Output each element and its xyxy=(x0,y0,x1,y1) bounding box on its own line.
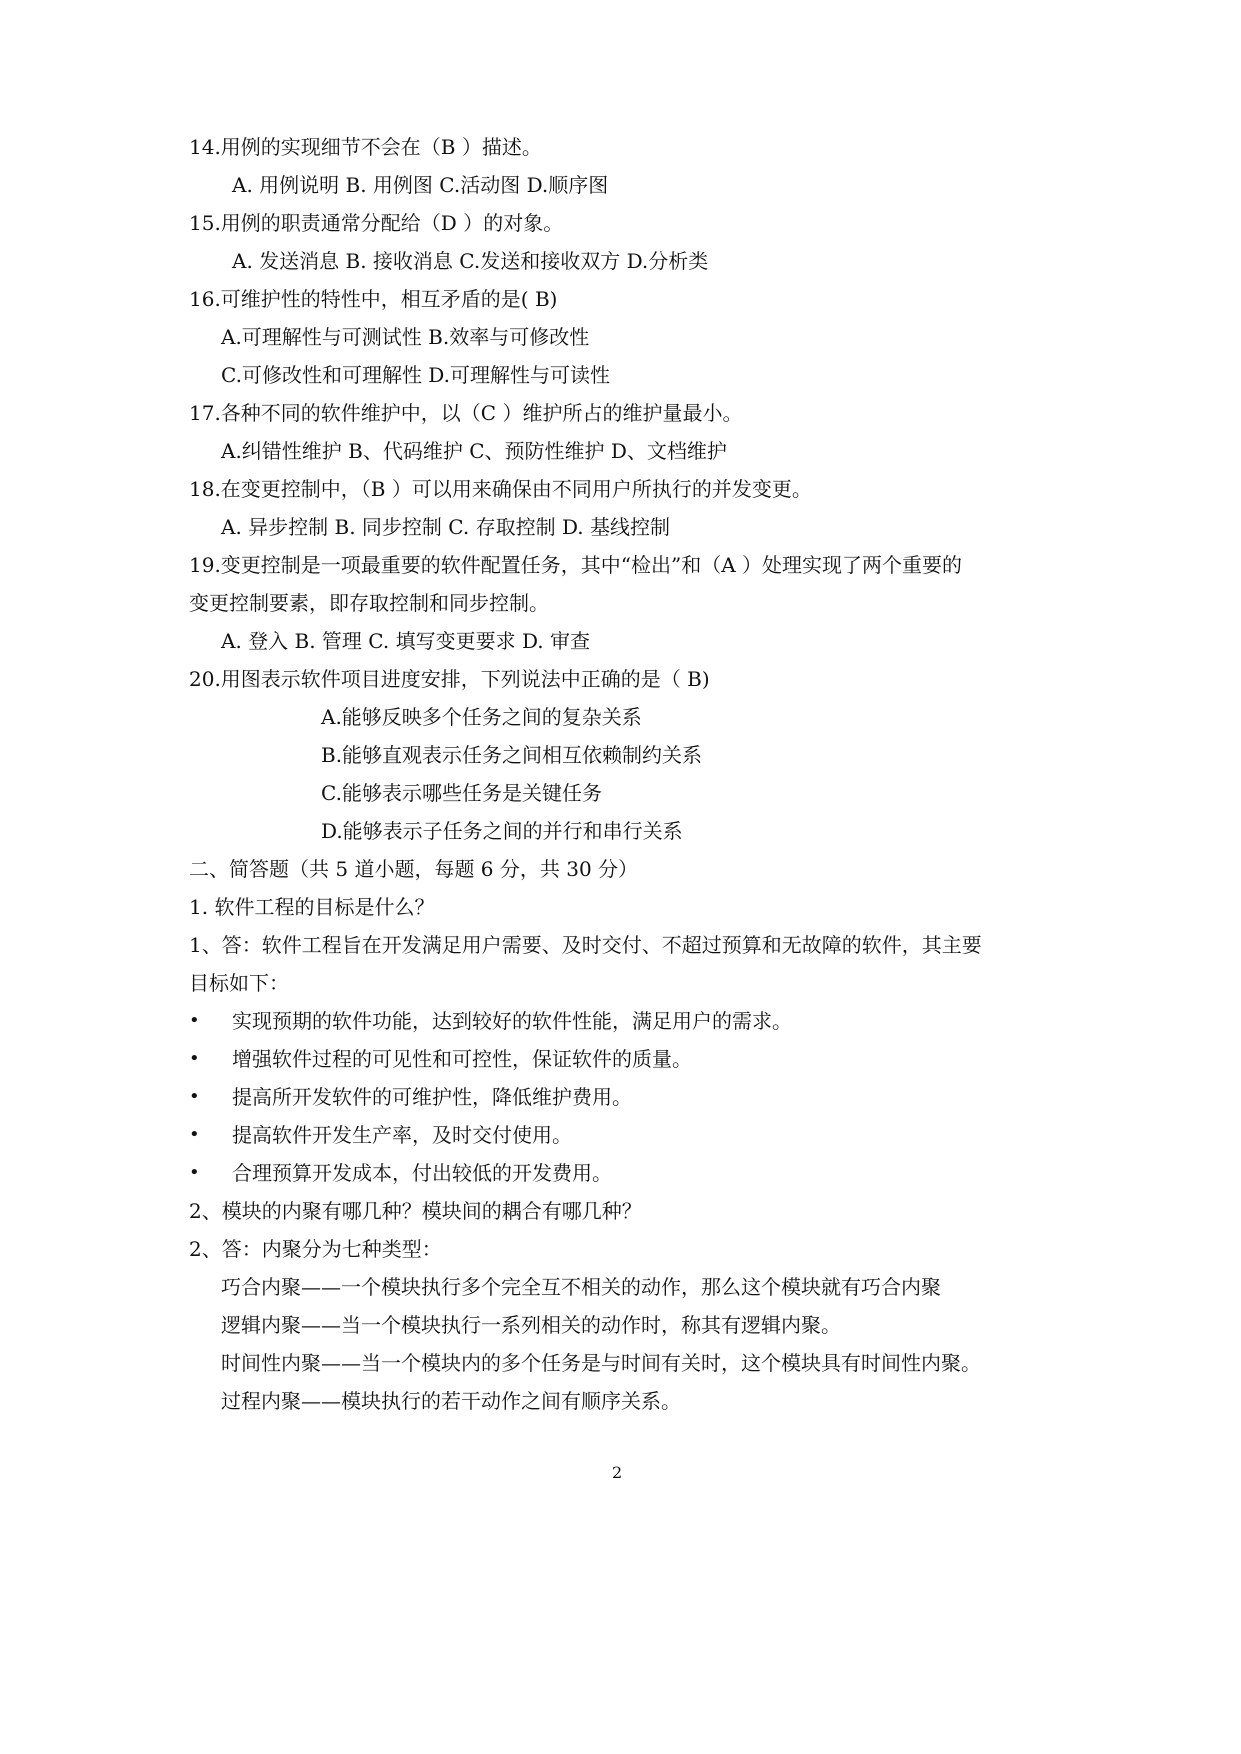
q20-option-c: C.能够表示哪些任务是关键任务 xyxy=(321,781,602,805)
q17-options: A.纠错性维护 B、代码维护 C、预防性维护 D、文档维护 xyxy=(221,439,727,463)
bullet-icon: • xyxy=(189,1162,200,1183)
cohesion-item: 过程内聚——模块执行的若干动作之间有顺序关系。 xyxy=(221,1389,681,1413)
section2-heading: 二、简答题（共 5 道小题，每题 6 分，共 30 分） xyxy=(189,857,639,881)
bullet-item: 提高所开发软件的可维护性，降低维护费用。 xyxy=(232,1085,632,1109)
q17-stem: 17.各种不同的软件维护中，以（C ）维护所占的维护量最小。 xyxy=(189,401,743,425)
answer2-intro: 2、答：内聚分为七种类型： xyxy=(189,1237,442,1261)
short-answer-q1: 1. 软件工程的目标是什么？ xyxy=(189,895,435,919)
q14-options: A. 用例说明 B. 用例图 C.活动图 D.顺序图 xyxy=(232,173,609,197)
q20-stem: 20.用图表示软件项目进度安排，下列说法中正确的是（ B) xyxy=(189,667,710,691)
bullet-item: 合理预算开发成本，付出较低的开发费用。 xyxy=(232,1161,612,1185)
q18-stem: 18.在变更控制中，（B ）可以用来确保由不同用户所执行的并发变更。 xyxy=(189,477,812,501)
q19-stem-line1: 19.变更控制是一项最重要的软件配置任务，其中“检出”和（A ）处理实现了两个重要的 xyxy=(189,553,963,577)
cohesion-item: 巧合内聚——一个模块执行多个完全互不相关的动作，那么这个模块就有巧合内聚 xyxy=(221,1275,941,1299)
bullet-icon: • xyxy=(189,1086,200,1107)
cohesion-item: 逻辑内聚——当一个模块执行一系列相关的动作时，称其有逻辑内聚。 xyxy=(221,1313,841,1337)
q14-stem: 14.用例的实现细节不会在（B ）描述。 xyxy=(189,135,542,159)
q16-options-line1: A.可理解性与可测试性 B.效率与可修改性 xyxy=(221,325,590,349)
short-answer-q2: 2、模块的内聚有哪几种？模块间的耦合有哪几种？ xyxy=(189,1199,642,1223)
bullet-icon: • xyxy=(189,1048,200,1069)
bullet-icon: • xyxy=(189,1124,200,1145)
page-number: 2 xyxy=(612,1463,623,1482)
bullet-icon: • xyxy=(189,1010,200,1031)
answer1-line1: 1、答：软件工程旨在开发满足用户需要、及时交付、不超过预算和无故障的软件，其主要 xyxy=(189,933,982,957)
q20-option-d: D.能够表示子任务之间的并行和串行关系 xyxy=(321,819,683,843)
q20-option-a: A.能够反映多个任务之间的复杂关系 xyxy=(321,705,642,729)
q19-options: A. 登入 B. 管理 C. 填写变更要求 D. 审查 xyxy=(221,629,590,653)
q15-options: A. 发送消息 B. 接收消息 C.发送和接收双方 D.分析类 xyxy=(232,249,709,273)
q19-stem-line2: 变更控制要素，即存取控制和同步控制。 xyxy=(189,591,549,615)
q16-options-line2: C.可修改性和可理解性 D.可理解性与可读性 xyxy=(221,363,610,387)
answer1-line2: 目标如下： xyxy=(189,971,289,995)
q15-stem: 15.用例的职责通常分配给（D ）的对象。 xyxy=(189,211,564,235)
q18-options: A. 异步控制 B. 同步控制 C. 存取控制 D. 基线控制 xyxy=(221,515,670,539)
bullet-item: 增强软件过程的可见性和可控性，保证软件的质量。 xyxy=(232,1047,692,1071)
cohesion-item: 时间性内聚——当一个模块内的多个任务是与时间有关时，这个模块具有时间性内聚。 xyxy=(221,1351,981,1375)
q16-stem: 16.可维护性的特性中，相互矛盾的是( B) xyxy=(189,287,558,311)
bullet-item: 提高软件开发生产率，及时交付使用。 xyxy=(232,1123,572,1147)
bullet-item: 实现预期的软件功能，达到较好的软件性能，满足用户的需求。 xyxy=(232,1009,792,1033)
q20-option-b: B.能够直观表示任务之间相互依赖制约关系 xyxy=(321,743,703,767)
